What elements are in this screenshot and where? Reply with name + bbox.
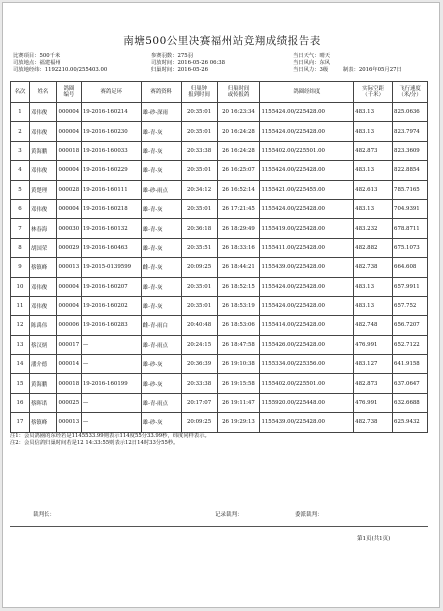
wind-direction: 当日风向：东风 — [293, 59, 331, 66]
column-header: 名次 — [11, 82, 30, 103]
table-cell: 482.738 — [354, 258, 393, 277]
table-cell: 000018 — [56, 374, 81, 393]
table-cell: 19-2016-160463 — [81, 238, 141, 257]
table-cell: 19-2016-160207 — [81, 277, 141, 296]
table-row — [11, 393, 428, 412]
table-cell: 19-2016-160111 — [81, 180, 141, 199]
table-cell: 林春海 — [29, 219, 56, 238]
table-cell: 000004 — [56, 199, 81, 218]
table-cell: 蔡汉炳 — [29, 335, 56, 354]
table-cell: — — [81, 413, 141, 432]
table-cell: 1155402.00/225501.00 — [260, 374, 354, 393]
table-cell: 雄-青-灰 — [141, 219, 181, 238]
table-cell: 19-2016-160218 — [81, 199, 141, 218]
table-cell: 26 19:29:13 — [217, 413, 260, 432]
table-cell: 1155439.00/225428.00 — [260, 258, 354, 277]
table-cell: 10 — [11, 277, 30, 296]
table-cell: 26 17:21:45 — [217, 199, 260, 218]
weather: 当日天气：晴天 — [293, 53, 331, 59]
table-cell: 3 — [11, 141, 30, 160]
table-cell: 雄-青-灰 — [141, 238, 181, 257]
release-place: 司放地点：福建福州 — [13, 59, 61, 66]
table-cell: 20:35:01 — [181, 161, 217, 180]
table-cell: 黄楚理 — [29, 180, 56, 199]
table-cell: 1155439.00/225428.00 — [260, 413, 354, 432]
table-cell: 8 — [11, 238, 30, 257]
table-row — [11, 335, 428, 354]
table-cell: 26 18:53:06 — [217, 316, 260, 335]
table-cell: 20:35:01 — [181, 296, 217, 315]
table-cell: 20:35:01 — [181, 122, 217, 141]
table-cell: 雌-青-雨白 — [141, 316, 181, 335]
wind-force: 当日风力：3级 — [293, 66, 329, 73]
table-cell: 20:35:01 — [181, 199, 217, 218]
table-cell: 20:34:12 — [181, 180, 217, 199]
table-cell: 476.991 — [354, 393, 393, 412]
table-cell: 雄-砂-灰 — [141, 413, 181, 432]
table-cell: 000013 — [56, 258, 81, 277]
recorder-signature: 记录裁判： — [215, 512, 243, 518]
table-cell: 000028 — [56, 180, 81, 199]
table-cell: 20:24:15 — [181, 335, 217, 354]
table-cell: 664.608 — [393, 258, 428, 277]
table-cell: 000004 — [56, 122, 81, 141]
table-cell: 483.232 — [354, 219, 393, 238]
table-cell: 雌-青-灰 — [141, 258, 181, 277]
table-cell: 12 — [11, 316, 30, 335]
table-cell: 雄-砂-灰 — [141, 374, 181, 393]
info-block-right — [293, 53, 330, 73]
table-row — [11, 122, 428, 141]
table-cell: 1155334.00/225356.00 — [260, 355, 354, 374]
table-cell: 823.3609 — [393, 141, 428, 160]
table-cell: 7 — [11, 219, 30, 238]
table-cell: 678.8711 — [393, 219, 428, 238]
table-cell: 蔡晖诺 — [29, 393, 56, 412]
column-header: 鸽圈 编号 — [56, 82, 81, 103]
page-number: 第1页(共1页) — [357, 536, 391, 542]
table-cell: 2 — [11, 122, 30, 141]
table-cell: 26 18:33:16 — [217, 238, 260, 257]
table-cell: 000014 — [56, 355, 81, 374]
table-row — [11, 238, 428, 257]
table-cell: 26 18:44:21 — [217, 258, 260, 277]
table-cell: 雄-青-灰 — [141, 296, 181, 315]
table-cell: 000004 — [56, 296, 81, 315]
table-cell: 822.8854 — [393, 161, 428, 180]
table-cell: 蔡镇峰 — [29, 258, 56, 277]
table-cell: 26 18:53:19 — [217, 296, 260, 315]
return-time: 归巢时间：2016-05-26 — [151, 66, 209, 73]
table-cell: 637.0647 — [393, 374, 428, 393]
release-time: 司放时间：2016-05-26 06:38 — [151, 59, 225, 66]
table-cell: 482.873 — [354, 374, 393, 393]
note-2: 注2：会员信鸽归巢时间若是12 14:33:55则表示12日14时33分55秒。 — [10, 440, 179, 446]
made-date: 制表：2016年05月27日 — [343, 67, 402, 73]
table-cell: 1155424.00/225428.00 — [260, 199, 354, 218]
table-cell: 1155402.00/225501.00 — [260, 141, 354, 160]
table-cell: 雄-砂-灰 — [141, 355, 181, 374]
table-cell: 20:40:48 — [181, 316, 217, 335]
table-cell: 胡国荣 — [29, 238, 56, 257]
referee-signature: 裁判长： — [33, 512, 56, 518]
table-cell: 26 18:52:15 — [217, 277, 260, 296]
table-cell: 482.613 — [354, 180, 393, 199]
table-cell: 000029 — [56, 238, 81, 257]
table-cell: 黄海鹏 — [29, 374, 56, 393]
column-header: 赛鸽资料 — [141, 82, 181, 103]
table-cell: 潘介德 — [29, 355, 56, 374]
column-header: 飞行速度 （米/分） — [393, 82, 428, 103]
report-page — [2, 2, 440, 608]
table-cell: 000004 — [56, 277, 81, 296]
table-cell: 000018 — [56, 141, 81, 160]
table-header-row — [11, 82, 428, 103]
table-cell: 雄-青-灰 — [141, 161, 181, 180]
note-1: 注1：会员鸽圈的东经若是1145533.99则表示114度55分33.99秒，纬度同样表示。 — [10, 433, 210, 439]
table-cell: 1155424.00/225428.00 — [260, 277, 354, 296]
table-cell: 26 19:10:38 — [217, 355, 260, 374]
table-cell: 6 — [11, 199, 30, 218]
table-cell: 20:36:39 — [181, 355, 217, 374]
table-body — [11, 103, 428, 433]
table-cell: 657.752 — [393, 296, 428, 315]
table-cell: 785.7165 — [393, 180, 428, 199]
column-header: 姓名 — [29, 82, 56, 103]
table-cell: 482.882 — [354, 238, 393, 257]
race-item: 比赛项目：500千米 — [13, 53, 61, 59]
table-cell: 19-2016-160229 — [81, 161, 141, 180]
table-cell: 000006 — [56, 316, 81, 335]
table-row — [11, 258, 428, 277]
table-cell: 13 — [11, 335, 30, 354]
table-cell: 1155424.00/225428.00 — [260, 103, 354, 122]
table-row — [11, 316, 428, 335]
table-cell: 000004 — [56, 103, 81, 122]
table-row — [11, 374, 428, 393]
table-row — [11, 161, 428, 180]
table-cell: 000017 — [56, 335, 81, 354]
table-cell: 1155424.00/225428.00 — [260, 296, 354, 315]
table-cell: 26 16:52:14 — [217, 180, 260, 199]
table-row — [11, 199, 428, 218]
table-cell: 26 16:24:28 — [217, 141, 260, 160]
table-row — [11, 180, 428, 199]
table-cell: 邓伟俊 — [29, 122, 56, 141]
table-cell: 657.9911 — [393, 277, 428, 296]
table-cell: — — [81, 355, 141, 374]
table-cell: 15 — [11, 374, 30, 393]
table-cell: 482.748 — [354, 316, 393, 335]
table-cell: 483.127 — [354, 355, 393, 374]
table-cell: 000004 — [56, 161, 81, 180]
table-cell: 16 — [11, 393, 30, 412]
table-cell: 20:35:01 — [181, 103, 217, 122]
column-header: 归巢钟 报到时间 — [181, 82, 217, 103]
table-cell: 19-2016-160230 — [81, 122, 141, 141]
table-cell: 20 16:23:34 — [217, 103, 260, 122]
table-cell: 20:35:51 — [181, 238, 217, 257]
table-cell: 雄-青-雨点 — [141, 393, 181, 412]
table-cell: 482.738 — [354, 413, 393, 432]
table-cell: 4 — [11, 161, 30, 180]
table-cell: 483.13 — [354, 103, 393, 122]
table-cell: 邓伟俊 — [29, 103, 56, 122]
table-cell: 邓伟俊 — [29, 277, 56, 296]
footer-divider — [10, 526, 428, 527]
table-cell: 656.7207 — [393, 316, 428, 335]
table-cell: 14 — [11, 355, 30, 374]
table-cell: — — [81, 335, 141, 354]
table-cell: 20:36:18 — [181, 219, 217, 238]
table-cell: 19-2016-160283 — [81, 316, 141, 335]
table-cell: 邓伟俊 — [29, 161, 56, 180]
table-cell: 625.9432 — [393, 413, 428, 432]
column-header: 赛鸽足环 — [81, 82, 141, 103]
table-row — [11, 413, 428, 432]
table-cell: 641.9158 — [393, 355, 428, 374]
column-header: 归巢时间 或传报鸽 — [217, 82, 260, 103]
table-cell: 20:33:38 — [181, 141, 217, 160]
table-cell: 476.991 — [354, 335, 393, 354]
notes — [10, 433, 210, 447]
table-cell: 483.13 — [354, 161, 393, 180]
table-cell: 825.0636 — [393, 103, 428, 122]
table-cell: 雄-砂-雨点 — [141, 180, 181, 199]
table-cell: 483.13 — [354, 122, 393, 141]
column-header: 实际空距 （千米） — [354, 82, 393, 103]
table-cell: 11 — [11, 296, 30, 315]
table-cell: 雄-青-灰 — [141, 141, 181, 160]
table-cell: 19-2016-160199 — [81, 374, 141, 393]
info-block-left — [13, 53, 107, 73]
table-cell: 17 — [11, 413, 30, 432]
table-cell: 19-2016-160202 — [81, 296, 141, 315]
committee-signature: 委派裁判： — [295, 512, 323, 518]
table-cell: 483.13 — [354, 199, 393, 218]
entries-count: 参赛羽数：275羽 — [151, 53, 193, 59]
table-row — [11, 355, 428, 374]
table-cell: 1155414.00/225428.00 — [260, 316, 354, 335]
table-cell: 雄-青-雨点 — [141, 335, 181, 354]
table-row — [11, 296, 428, 315]
table-cell: 陈禹伟 — [29, 316, 56, 335]
table-cell: 邓伟俊 — [29, 199, 56, 218]
table-cell: 26 18:29:49 — [217, 219, 260, 238]
table-cell: — — [81, 393, 141, 412]
table-cell: 483.13 — [354, 296, 393, 315]
table-cell: 1155411.00/225428.00 — [260, 238, 354, 257]
table-cell: 20:09:25 — [181, 258, 217, 277]
table-cell: 19-2016-160214 — [81, 103, 141, 122]
table-cell: 1155426.00/225428.00 — [260, 335, 354, 354]
table-cell: 5 — [11, 180, 30, 199]
table-cell: 482.873 — [354, 141, 393, 160]
table-row — [11, 103, 428, 122]
table-cell: 823.7974 — [393, 122, 428, 141]
release-coords: 司放地经纬：1192210.00/255403.00 — [13, 66, 108, 73]
table-cell: 1155424.00/225428.00 — [260, 122, 354, 141]
table-cell: 蔡镇峰 — [29, 413, 56, 432]
table-cell: 20:35:01 — [181, 277, 217, 296]
table-cell: 20 16:24:28 — [217, 122, 260, 141]
table-cell: 1155419.00/225428.00 — [260, 219, 354, 238]
table-cell: 000013 — [56, 413, 81, 432]
table-cell: 雄-青-灰 — [141, 199, 181, 218]
table-cell: 黄海鹏 — [29, 141, 56, 160]
table-row — [11, 277, 428, 296]
table-cell: 20:09:25 — [181, 413, 217, 432]
table-cell: 9 — [11, 258, 30, 277]
table-cell: 19-2016-160132 — [81, 219, 141, 238]
table-cell: 雄-砂-深雨 — [141, 103, 181, 122]
table-cell: 000030 — [56, 219, 81, 238]
table-cell: 704.9391 — [393, 199, 428, 218]
table-cell: 19-2016-160033 — [81, 141, 141, 160]
table-cell: 1155920.00/225448.00 — [260, 393, 354, 412]
table-cell: 26 18:47:58 — [217, 335, 260, 354]
table-row — [11, 219, 428, 238]
table-cell: 1 — [11, 103, 30, 122]
table-cell: 1155421.00/225455.00 — [260, 180, 354, 199]
table-row — [11, 141, 428, 160]
table-cell: 20:17:07 — [181, 393, 217, 412]
table-cell: 675.1073 — [393, 238, 428, 257]
table-cell: 邓伟俊 — [29, 296, 56, 315]
table-cell: 26 19:11:47 — [217, 393, 260, 412]
table-cell: 632.6688 — [393, 393, 428, 412]
table-cell: 1155424.00/225428.00 — [260, 161, 354, 180]
table-cell: 652.7122 — [393, 335, 428, 354]
results-table — [10, 81, 428, 433]
table-cell: 26 16:25:07 — [217, 161, 260, 180]
report-title: 南塘500公里决赛福州站竞翔成绩报告表 — [123, 35, 321, 47]
info-block-middle — [151, 53, 225, 73]
table-cell: 483.13 — [354, 277, 393, 296]
table-cell: 雄-青-灰 — [141, 122, 181, 141]
table-cell: 雄-青-灰 — [141, 277, 181, 296]
table-cell: 20:33:38 — [181, 374, 217, 393]
table-cell: 26 19:15:58 — [217, 374, 260, 393]
column-header: 鸽圈经纬度 — [260, 82, 354, 103]
table-cell: 000025 — [56, 393, 81, 412]
table-cell: 19-2015-0139599 — [81, 258, 141, 277]
